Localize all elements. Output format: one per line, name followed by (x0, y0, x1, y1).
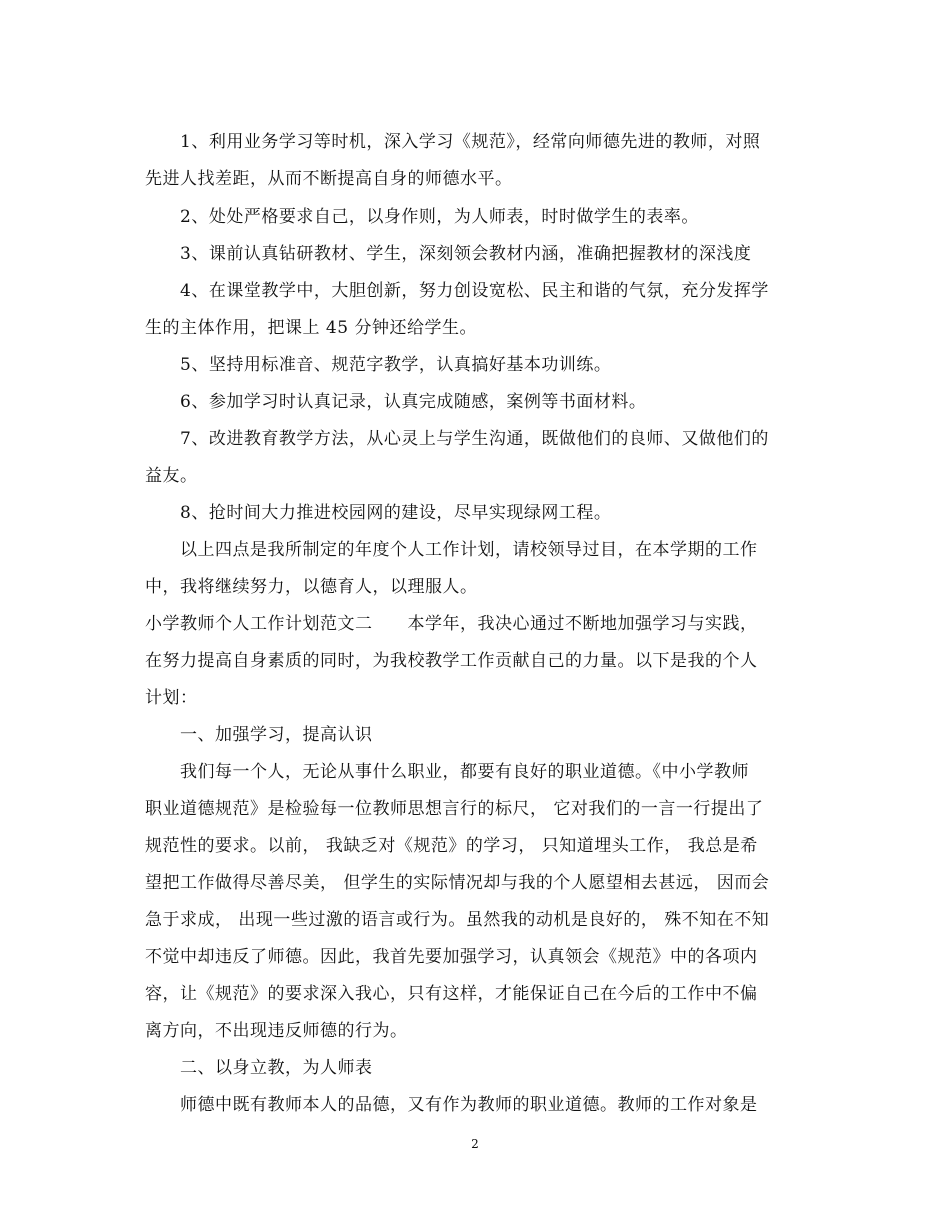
text-line: 4、在课堂教学中，大胆创新，努力创设宽松、民主和谐的气氛，充分发挥学 (180, 281, 769, 301)
text-line: 容，让《规范》的要求深入我心，只有这样，才能保证自己在今后的工作中不偏 (145, 984, 758, 1004)
text-line: 小学教师个人工作计划范文二 本学年，我决心通过不断地加强学习与实践， (145, 614, 758, 634)
text-line: 生的主体作用，把课上 45 分钟还给学生。 (145, 318, 477, 338)
section-heading: 一、加强学习，提高认识 (180, 725, 373, 745)
text-line: 1、利用业务学习等时机，深入学习《规范》，经常向师德先进的教师，对照 (180, 132, 761, 152)
text-line: 7、改进教育教学方法，从心灵上与学生沟通，既做他们的良师、又做他们的 (180, 429, 769, 449)
page-number: 2 (471, 1137, 479, 1151)
text-line: 6、参加学习时认真记录，认真完成随感，案例等书面材料。 (180, 392, 647, 412)
text-line: 中，我将继续努力，以德育人，以理服人。 (145, 577, 478, 597)
text-line: 以上四点是我所制定的年度个人工作计划，请校领导过目，在本学期的工作 (180, 540, 758, 560)
text-line: 3、课前认真钻研教材、学生，深刻领会教材内涵，准确把握教材的深浅度 (180, 244, 752, 264)
text-line: 不觉中却违反了师德。因此，我首先要加强学习，认真领会《规范》中的各项内 (145, 947, 758, 967)
text-line: 在努力提高自身素质的同时，为我校教学工作贡献自己的力量。以下是我的个人 (145, 651, 758, 671)
text-line: 师德中既有教师本人的品德，又有作为教师的职业道德。教师的工作对象是 (180, 1095, 758, 1115)
text-line: 离方向，不出现违反师德的行为。 (145, 1021, 408, 1041)
section-heading: 二、以身立教，为人师表 (180, 1058, 373, 1078)
text-line: 急于求成， 出现一些过激的语言或行为。虽然我的动机是良好的， 殊不知在不知 (145, 910, 770, 930)
text-line: 8、抢时间大力推进校园网的建设，尽早实现绿网工程。 (180, 503, 612, 523)
text-line: 益友。 (145, 466, 198, 486)
text-line: 5、坚持用标准音、规范字教学，认真搞好基本功训练。 (180, 355, 612, 375)
text-line: 望把工作做得尽善尽美， 但学生的实际情况却与我的个人愿望相去甚远， 因而会 (145, 873, 770, 893)
text-line: 我们每一个人，无论从事什么职业，都要有良好的职业道德。《中小学教师 (180, 762, 749, 782)
text-line: 规范性的要求。以前， 我缺乏对《规范》的学习， 只知道埋头工作， 我总是希 (145, 836, 758, 856)
text-line: 先进人找差距，从而不断提高自身的师德水平。 (145, 169, 513, 189)
text-line: 职业道德规范》是检验每一位教师思想言行的标尺， 它对我们的一言一行提出了 (145, 799, 764, 819)
text-line: 计划： (145, 688, 198, 708)
text-line: 2、处处严格要求自己，以身作则，为人师表，时时做学生的表率。 (180, 207, 699, 227)
